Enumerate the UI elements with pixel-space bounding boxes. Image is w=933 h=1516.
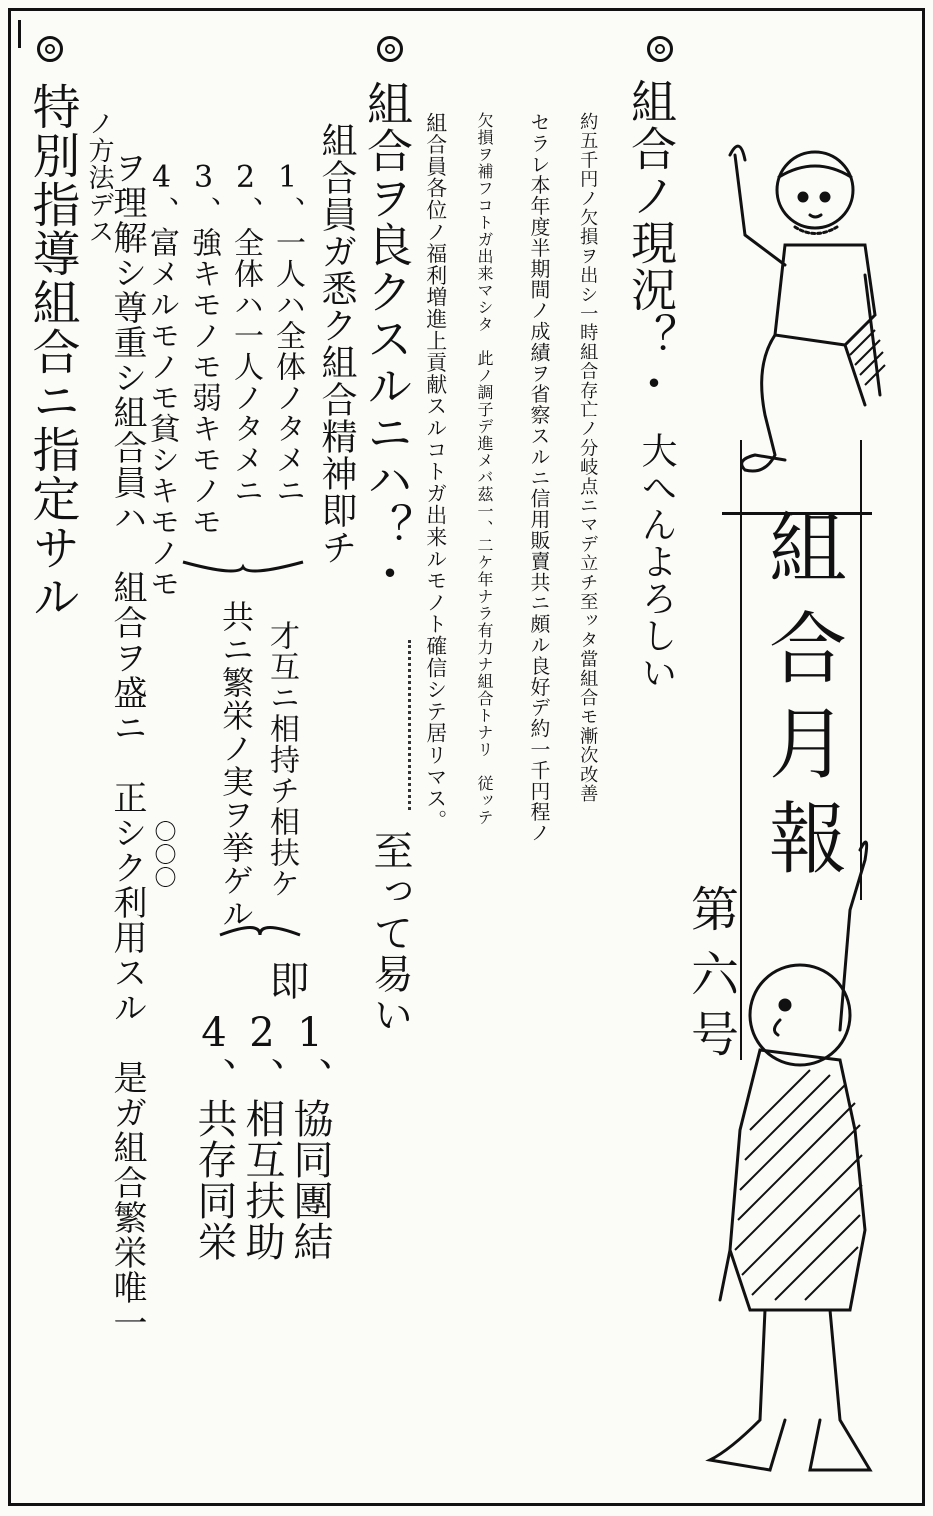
section-2-item: 4、富メルモノモ貧シキモノモ: [144, 160, 179, 599]
section-2-item: 2、全体ハ一人ノタメニ: [228, 160, 263, 506]
section-1-line: 欠損ヲ補フコトガ出来マシタ 此ノ調子デ進メバ茲一、二ケ年ナラ有力ナ組合トナリ 従ッテ: [475, 112, 494, 826]
section-2-item: 1、一人ハ全体ノタメニ: [270, 160, 305, 506]
section-1-bullet: [647, 36, 673, 62]
section-1-answer: 大へんよろしい: [636, 432, 677, 691]
masthead-title-char: 組: [768, 505, 847, 595]
section-2-heading: 組合ヲ良クスルニハ？・: [360, 80, 414, 597]
issue-number-char: 六: [690, 947, 739, 1003]
masthead-title-char: 報: [768, 795, 847, 885]
seated-boy-illustration: [715, 115, 895, 495]
principle-item: 1、協同團結: [287, 1010, 333, 1262]
section-3-bullet: [37, 36, 63, 62]
brace-text: 才互ニ相持チ相扶ケ: [264, 620, 299, 899]
issue-number-char: 第: [690, 882, 739, 938]
section-2-answer: 至って易い: [367, 830, 413, 1035]
masthead-title-char: 合: [768, 605, 847, 695]
soku-label: 即: [263, 960, 309, 1001]
left-margin-line: [18, 20, 21, 48]
principle-item: 4、共存同栄: [191, 1010, 237, 1262]
section-1-line: 約五千円ノ欠損ヲ出シ一時組合存亡ノ分岐点ニマデ立チ至ッタ當組合モ漸次改善: [577, 112, 599, 804]
section-2-intro: 組合員ガ悉ク組合精神即チ: [316, 122, 357, 566]
dotted-leader: [408, 640, 411, 810]
brace-text: 共ニ繁栄ノ実ヲ挙ゲル: [217, 600, 255, 930]
section-3-heading: 特別指導組合ニ指定サル: [24, 82, 80, 621]
issue-number-char: 号: [690, 1007, 739, 1063]
section-2-item: 3、強キモノモ弱キモノモ: [186, 160, 221, 537]
section-1-line: セラレ本年度半期間ノ成績ヲ省察スルニ信用販賣共ニ頗ル良好デ約一千円程ノ: [526, 112, 550, 844]
section-2-conclusion: ノ方法デス: [84, 110, 114, 245]
section-2-conclusion: ヲ理解シ尊重シ組合員ハ 組合ヲ盛ニ 正シク利用スル 是ガ組合繁栄唯一: [107, 150, 147, 1340]
circle-marks: 〇〇〇: [151, 820, 176, 889]
section-1-line: 組合員各位ノ福利増進上貢献スルコトガ出来ルモノト確信シテ居リマス。: [422, 112, 447, 832]
section-1-heading: 組合ノ現況？・: [624, 78, 678, 407]
brace-top: [178, 552, 308, 582]
section-2-bullet: [377, 36, 403, 62]
masthead-title-char: 月: [768, 700, 847, 790]
standing-boy-illustration: [690, 830, 890, 1500]
principle-item: 2、相互扶助: [239, 1010, 285, 1262]
